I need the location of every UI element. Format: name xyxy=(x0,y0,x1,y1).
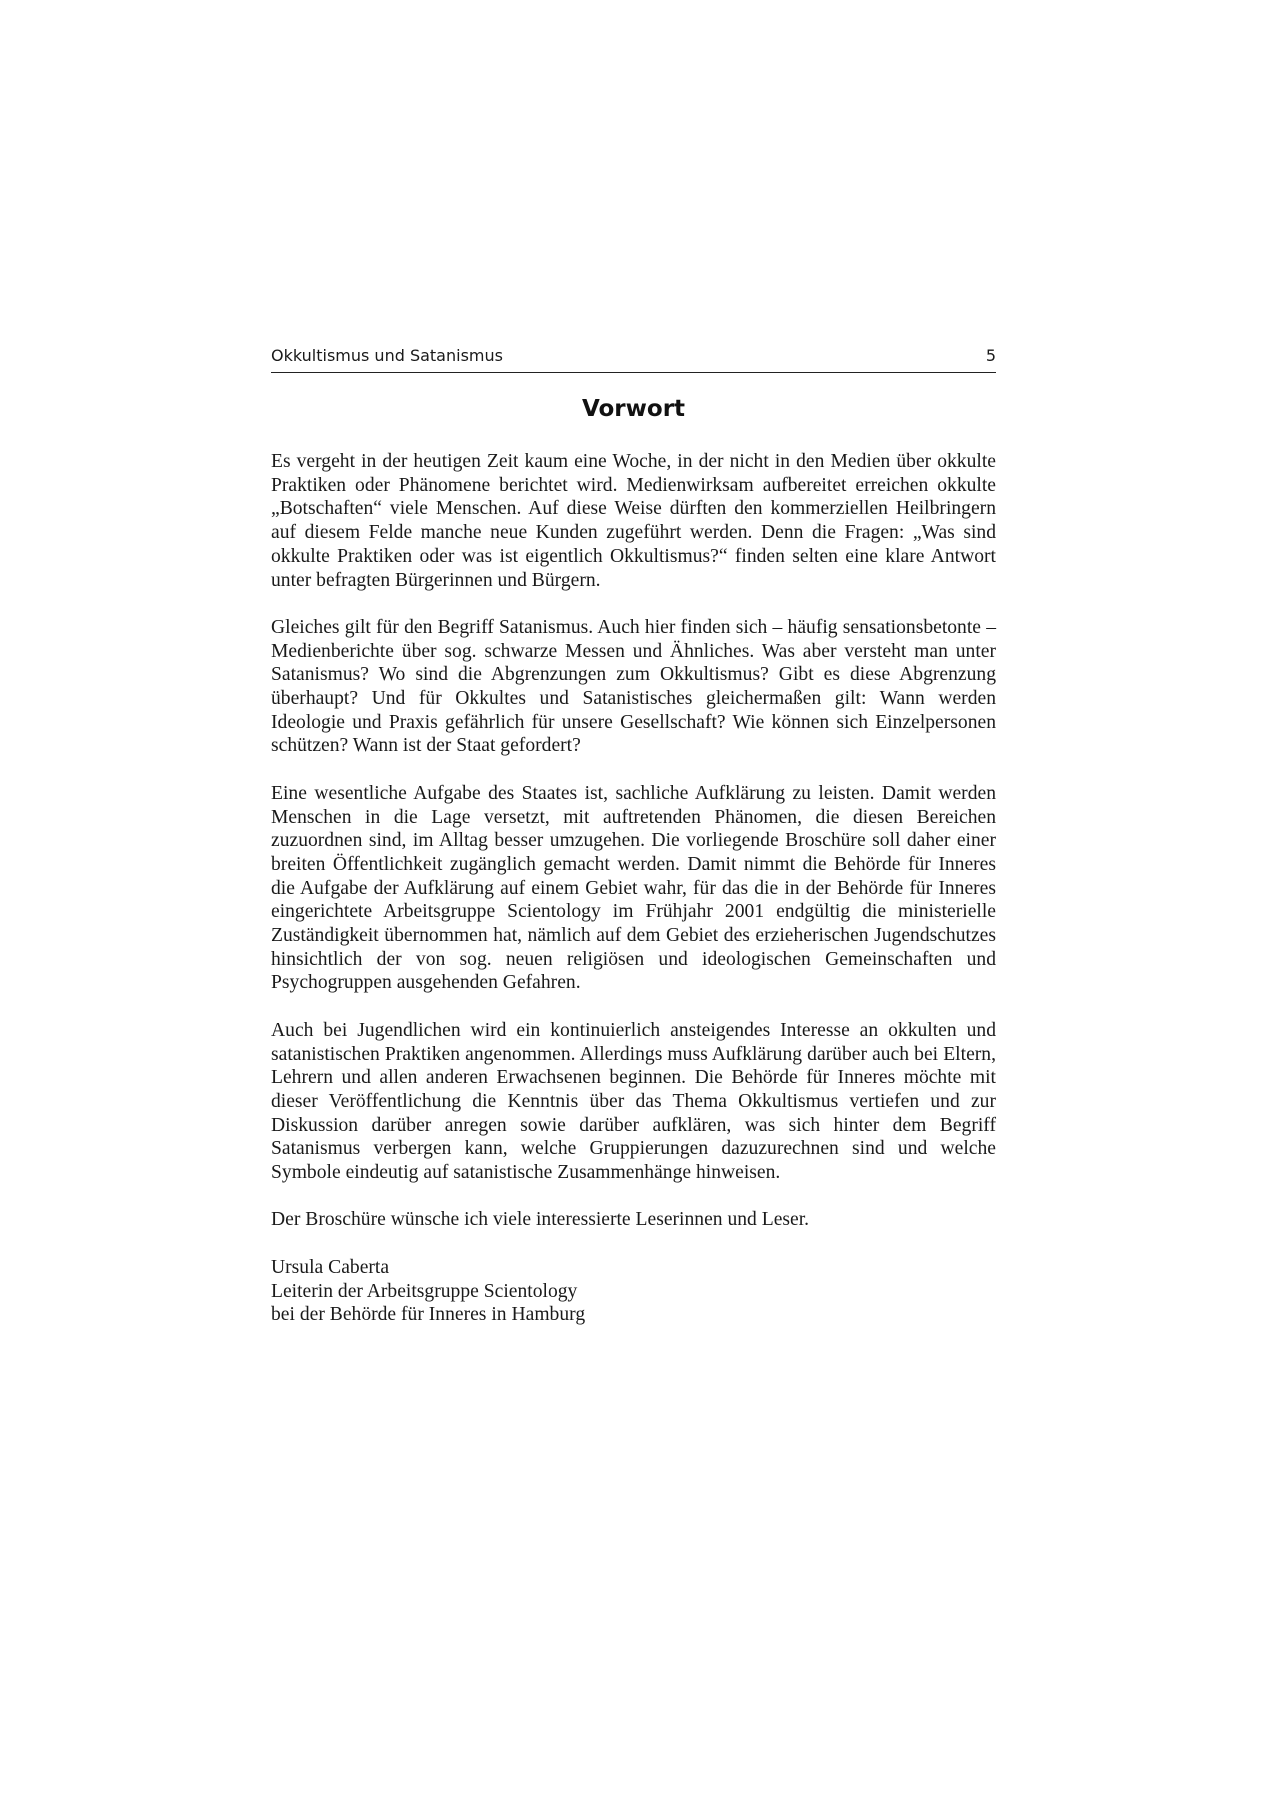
body-text xyxy=(271,450,996,1327)
paragraph-3: Eine wesentliche Aufgabe des Staates ist, sachliche Aufklärung zu leisten. Damit werden Menschen in die Lage versetzt, mit auftretenden Phänomen, die diesen Bereichen zuzuordnen sind, im Alltag besser umzugehen. Die vorliegende Broschüre soll daher einer breiten Öffentlichkeit zugänglich gemacht werden. Damit nimmt die Behörde für Inneres die Aufgabe der Aufklärung auf einem Gebiet wahr, für das die in der Behörde für Inneres eingerichtete Arbeitsgruppe Scientology im Frühjahr 2001 endgültig die ministerielle Zuständigkeit übernommen hat, nämlich auf dem Gebiet des erzieherischen Jugendschutzes hinsichtlich der von sog. neuen religiösen und ideologischen Gemeinschaften und Psychogruppen ausgehenden Gefahren. xyxy=(271,782,996,994)
running-header-title: Okkultismus und Satanismus xyxy=(271,346,503,365)
signature-role: Leiterin der Arbeitsgruppe Scientology xyxy=(271,1280,578,1302)
running-header xyxy=(271,346,996,373)
section-heading: Vorwort xyxy=(581,396,686,422)
signature-organization: bei der Behörde für Inneres in Hamburg xyxy=(271,1304,586,1326)
paragraph-4: Auch bei Jugendlichen wird ein kontinuierlich ansteigendes Interesse an okkulten und satanistischen Praktiken angenommen. Allerdings muss Aufklärung darüber auch bei Eltern, Lehrern und allen anderen Erwachsenen beginnen. Die Behörde für Inneres möchte mit dieser Veröffentlichung die Kenntnis über das Thema Okkultismus vertiefen und zur Diskussion darüber anregen sowie darüber aufklären, was sich hinter dem Begriff Satanismus verbergen kann, welche Gruppierungen dazuzurechnen sind und welche Symbole eindeutig auf satanistische Zusammenhänge hinweisen. xyxy=(271,1019,996,1184)
paragraph-2: Gleiches gilt für den Begriff Satanismus. Auch hier finden sich – häufig sensationsbetonte – Medienberichte über sog. schwarze Messen und Ähnliches. Was aber versteht man unter Satanismus? Wo sind die Abgrenzungen zum Okkultismus? Gibt es diese Abgrenzung überhaupt? Und für Okkultes und Satanistisches gleichermaßen gilt: Wann werden Ideologie und Praxis gefährlich für unsere Gesellschaft? Wie können sich Einzelpersonen schützen? Wann ist der Staat gefordert? xyxy=(271,616,996,757)
paragraph-1: Es vergeht in der heutigen Zeit kaum eine Woche, in der nicht in den Medien über okkulte Praktiken oder Phänomene berichtet wird. Medienwirksam aufbereitet erreichen okkulte „Botschaften“ viele Menschen. Auf diese Weise dürften den kommerziellen Heilbringern auf diesem Felde manche neue Kunden zugeführt werden. Denn die Fragen: „Was sind okkulte Praktiken oder was ist eigentlich Okkultismus?“ finden selten eine klare Antwort unter befragten Bürgerinnen und Bürgern. xyxy=(271,451,996,591)
page-number: 5 xyxy=(985,346,996,365)
paragraph-5: Der Broschüre wünsche ich viele interessierte Leserinnen und Leser. xyxy=(271,1209,810,1231)
signature-name: Ursula Caberta xyxy=(271,1256,390,1278)
signature-block xyxy=(271,1256,996,1327)
